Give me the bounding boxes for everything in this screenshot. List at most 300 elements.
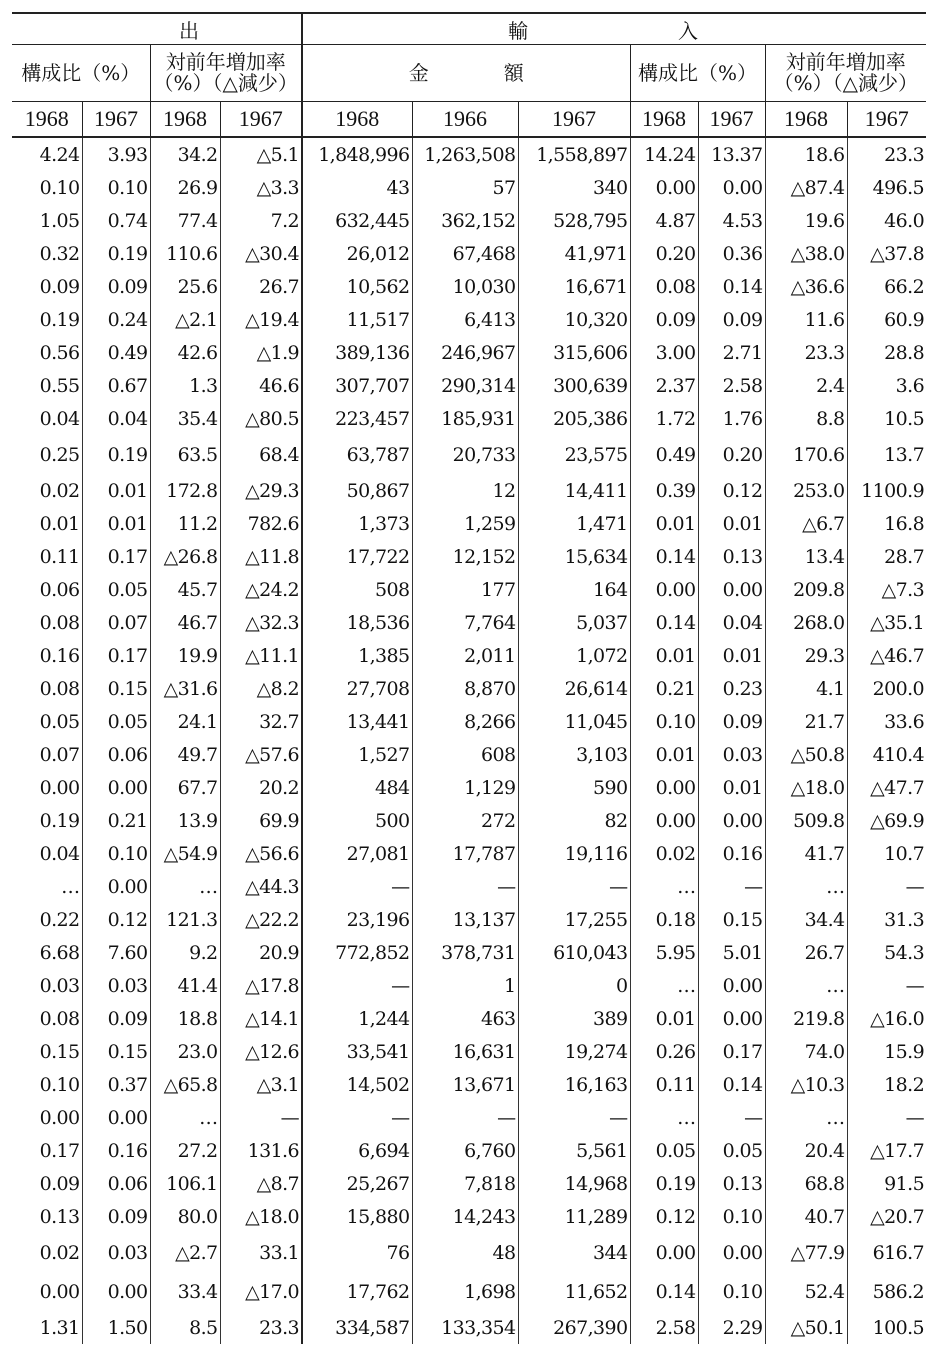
table-cell: 0.20 <box>630 237 698 270</box>
table-cell: — <box>518 870 630 903</box>
table-cell: 0.13 <box>39 1205 80 1228</box>
table-cell: △17.8 <box>220 969 302 1002</box>
table-cell: 0.04 <box>39 842 80 865</box>
table-cell: 0.05 <box>39 710 80 733</box>
table-cell: 27,708 <box>302 672 412 705</box>
table-cell: 0.01 <box>698 771 765 804</box>
table-cell: 0.56 <box>39 341 80 364</box>
table-cell: 10.5 <box>847 402 926 435</box>
table-cell: 0.06 <box>82 1167 150 1200</box>
table-cell: 0.00 <box>39 776 80 799</box>
table-row <box>12 336 926 369</box>
table-cell: 28.7 <box>847 540 926 573</box>
table-cell: 205,386 <box>518 402 630 435</box>
table-cell: … <box>61 875 80 898</box>
table-cell: — <box>847 969 926 1002</box>
table-cell: 0.02 <box>39 479 80 502</box>
table-cell: 528,795 <box>518 204 630 237</box>
table-cell: 608 <box>412 738 518 771</box>
table-cell: △50.1 <box>765 1311 847 1344</box>
table-cell: 42.6 <box>150 336 220 369</box>
table-cell: 77.4 <box>150 204 220 237</box>
table-cell: 31.3 <box>847 903 926 936</box>
table-cell: △7.3 <box>847 573 926 606</box>
table-cell: 0.11 <box>630 1068 698 1101</box>
table-cell: 0.15 <box>82 1035 150 1068</box>
export-group-header <box>12 13 302 45</box>
table-cell: 267,390 <box>518 1311 630 1344</box>
table-cell: △32.3 <box>220 606 302 639</box>
table-cell: 33.6 <box>847 705 926 738</box>
table-cell: 1,698 <box>412 1272 518 1311</box>
table-cell: 0.12 <box>82 903 150 936</box>
table-cell: 40.7 <box>765 1200 847 1233</box>
table-cell: △12.6 <box>220 1035 302 1068</box>
table-cell: 300,639 <box>518 369 630 402</box>
table-cell: 20.4 <box>765 1134 847 1167</box>
table-cell: 10.7 <box>847 837 926 870</box>
table-cell: 164 <box>518 573 630 606</box>
table-cell: △22.2 <box>220 903 302 936</box>
table-row <box>12 402 926 435</box>
table-cell: 16.8 <box>847 507 926 540</box>
table-cell: 23.3 <box>765 336 847 369</box>
table-cell: 14,968 <box>518 1167 630 1200</box>
table-cell: … <box>765 969 847 1002</box>
table-cell: 4.24 <box>39 143 80 166</box>
import-amount-header <box>302 45 630 102</box>
table-cell: 15,880 <box>302 1200 412 1233</box>
export-yoy-line1: 対前年増加率 <box>165 50 286 74</box>
table-cell: 1,558,897 <box>518 137 630 171</box>
table-cell: 26.7 <box>220 270 302 303</box>
table-cell: 0.26 <box>630 1035 698 1068</box>
table-cell: 0.36 <box>698 237 765 270</box>
table-cell: 82 <box>518 804 630 837</box>
table-header <box>12 13 926 137</box>
table-cell: 0.03 <box>698 738 765 771</box>
table-cell: 463 <box>412 1002 518 1035</box>
table-cell: 0.03 <box>39 974 80 997</box>
table-cell: 0.06 <box>82 738 150 771</box>
table-cell: 23,196 <box>302 903 412 936</box>
table-cell: 0.07 <box>82 606 150 639</box>
table-cell: 0.14 <box>630 1272 698 1311</box>
table-row <box>12 270 926 303</box>
table-cell: 12,152 <box>412 540 518 573</box>
table-cell: 209.8 <box>765 573 847 606</box>
year-header: 1968 <box>150 102 220 138</box>
trade-statistics-table <box>12 12 926 1344</box>
table-cell: 20.9 <box>220 936 302 969</box>
table-cell: △56.6 <box>220 837 302 870</box>
table-cell: 5.01 <box>698 936 765 969</box>
table-cell: 0.49 <box>82 336 150 369</box>
table-cell: 0.00 <box>39 1280 80 1303</box>
table-cell: △44.3 <box>220 870 302 903</box>
year-header: 1968 <box>630 102 698 138</box>
table-cell: 2,011 <box>412 639 518 672</box>
table-cell: 0 <box>518 969 630 1002</box>
table-cell: 20.2 <box>220 771 302 804</box>
table-cell: 5,561 <box>518 1134 630 1167</box>
table-cell: 0.08 <box>39 677 80 700</box>
table-cell: 32.7 <box>220 705 302 738</box>
import-group-label-left: 輸 <box>508 18 528 43</box>
import-group-label-right: 入 <box>678 18 698 43</box>
table-cell: △35.1 <box>847 606 926 639</box>
table-cell: 0.15 <box>82 672 150 705</box>
table-cell: 11,289 <box>518 1200 630 1233</box>
table-cell: 76 <box>302 1233 412 1272</box>
table-cell: 0.02 <box>630 837 698 870</box>
table-cell: 33,541 <box>302 1035 412 1068</box>
table-cell: 1,072 <box>518 639 630 672</box>
table-cell: 0.02 <box>39 1241 80 1264</box>
table-cell: 15,634 <box>518 540 630 573</box>
table-cell: 17,787 <box>412 837 518 870</box>
table-cell: 0.67 <box>82 369 150 402</box>
table-row <box>12 738 926 771</box>
table-cell: 54.3 <box>847 936 926 969</box>
table-cell: 200.0 <box>847 672 926 705</box>
table-row <box>12 1035 926 1068</box>
table-cell: 63,787 <box>302 435 412 474</box>
table-row <box>12 837 926 870</box>
table-cell: 0.19 <box>39 308 80 331</box>
table-cell: 0.00 <box>82 870 150 903</box>
table-cell: 0.10 <box>39 1073 80 1096</box>
table-cell: 0.13 <box>698 1167 765 1200</box>
table-cell: — <box>698 870 765 903</box>
table-cell: … <box>630 870 698 903</box>
table-cell: 2.4 <box>765 369 847 402</box>
table-cell: 0.01 <box>82 474 150 507</box>
table-cell: 0.10 <box>82 837 150 870</box>
table-cell: 19.6 <box>765 204 847 237</box>
table-cell: 133,354 <box>412 1311 518 1344</box>
table-cell: — <box>698 1101 765 1134</box>
table-cell: 0.55 <box>39 374 80 397</box>
table-cell: △20.7 <box>847 1200 926 1233</box>
table-cell: — <box>847 870 926 903</box>
table-cell: 223,457 <box>302 402 412 435</box>
table-cell: 0.00 <box>630 771 698 804</box>
table-cell: 590 <box>518 771 630 804</box>
table-cell: 1,471 <box>518 507 630 540</box>
table-cell: 63.5 <box>150 435 220 474</box>
table-cell: 0.21 <box>630 672 698 705</box>
table-cell: 0.10 <box>630 705 698 738</box>
table-cell: 0.00 <box>630 573 698 606</box>
table-cell: 13.9 <box>150 804 220 837</box>
table-cell: 57 <box>412 171 518 204</box>
table-cell: 253.0 <box>765 474 847 507</box>
table-cell: 33.4 <box>150 1272 220 1311</box>
table-cell: 1.76 <box>698 402 765 435</box>
table-cell: 1.50 <box>82 1311 150 1344</box>
table-cell: 0.09 <box>630 303 698 336</box>
table-cell: — <box>220 1101 302 1134</box>
table-cell: 1,373 <box>302 507 412 540</box>
table-cell: 6,694 <box>302 1134 412 1167</box>
table-cell: △36.6 <box>765 270 847 303</box>
import-group-header <box>302 13 926 45</box>
year-header: 1966 <box>412 102 518 138</box>
table-row <box>12 936 926 969</box>
table-cell: 0.18 <box>630 903 698 936</box>
table-cell: … <box>150 1101 220 1134</box>
table-cell: 26.7 <box>765 936 847 969</box>
table-cell: 0.10 <box>698 1200 765 1233</box>
table-cell: 0.01 <box>630 738 698 771</box>
table-cell: 0.24 <box>82 303 150 336</box>
table-cell: 13,137 <box>412 903 518 936</box>
table-cell: 0.49 <box>630 435 698 474</box>
table-row <box>12 1101 926 1134</box>
table-cell: 0.00 <box>82 1272 150 1311</box>
table-cell: … <box>765 870 847 903</box>
table-cell: 2.37 <box>630 369 698 402</box>
table-cell: 1.3 <box>150 369 220 402</box>
table-cell: 0.74 <box>82 204 150 237</box>
table-cell: 0.00 <box>630 804 698 837</box>
export-group-label: 出 <box>179 18 201 43</box>
table-cell: 10,320 <box>518 303 630 336</box>
table-cell: 24.1 <box>150 705 220 738</box>
table-cell: 0.00 <box>39 1106 80 1129</box>
table-cell: 0.19 <box>82 435 150 474</box>
table-row <box>12 804 926 837</box>
table-cell: 0.08 <box>39 1007 80 1030</box>
table-cell: … <box>630 1101 698 1134</box>
table-cell: △46.7 <box>847 639 926 672</box>
table-cell: 34.4 <box>765 903 847 936</box>
table-cell: 290,314 <box>412 369 518 402</box>
table-cell: △17.7 <box>847 1134 926 1167</box>
table-cell: 378,731 <box>412 936 518 969</box>
table-cell: 307,707 <box>302 369 412 402</box>
table-row <box>12 573 926 606</box>
table-cell: 29.3 <box>765 639 847 672</box>
table-cell: 1,244 <box>302 1002 412 1035</box>
table-row <box>12 369 926 402</box>
table-cell: 0.09 <box>698 705 765 738</box>
table-cell: 27.2 <box>150 1134 220 1167</box>
table-cell: 46.6 <box>220 369 302 402</box>
table-cell: 0.01 <box>630 639 698 672</box>
table-cell: 106.1 <box>150 1167 220 1200</box>
table-cell: 17,255 <box>518 903 630 936</box>
table-cell: 1.05 <box>39 209 80 232</box>
table-row <box>12 639 926 672</box>
table-cell: 0.19 <box>82 237 150 270</box>
table-cell: △80.5 <box>220 402 302 435</box>
table-cell: 0.04 <box>82 402 150 435</box>
table-cell: 0.37 <box>82 1068 150 1101</box>
table-cell: 0.19 <box>630 1167 698 1200</box>
table-cell: 0.00 <box>698 1002 765 1035</box>
table-cell: 15.9 <box>847 1035 926 1068</box>
table-cell: 0.05 <box>82 573 150 606</box>
table-cell: 610,043 <box>518 936 630 969</box>
table-cell: 14,411 <box>518 474 630 507</box>
table-cell: 0.07 <box>39 743 80 766</box>
table-cell: △6.7 <box>765 507 847 540</box>
table-row <box>12 507 926 540</box>
table-row <box>12 474 926 507</box>
table-cell: 131.6 <box>220 1134 302 1167</box>
table-cell: △54.9 <box>150 837 220 870</box>
table-cell: 26,012 <box>302 237 412 270</box>
table-cell: 3.93 <box>82 137 150 171</box>
table-cell: △11.8 <box>220 540 302 573</box>
table-cell: 13,671 <box>412 1068 518 1101</box>
table-cell: 9.2 <box>150 936 220 969</box>
table-cell: 7,764 <box>412 606 518 639</box>
table-cell: △69.9 <box>847 804 926 837</box>
table-cell: △18.0 <box>765 771 847 804</box>
table-row <box>12 204 926 237</box>
table-cell: 19.9 <box>150 639 220 672</box>
table-cell: 0.04 <box>39 407 80 430</box>
table-cell: 26,614 <box>518 672 630 705</box>
table-cell: 3,103 <box>518 738 630 771</box>
table-row <box>12 1134 926 1167</box>
table-cell: 50,867 <box>302 474 412 507</box>
table-cell: 246,967 <box>412 336 518 369</box>
statistics-table-page <box>12 12 926 1344</box>
table-cell: 0.09 <box>82 270 150 303</box>
table-cell: 16,671 <box>518 270 630 303</box>
table-cell: 13,441 <box>302 705 412 738</box>
table-cell: 0.25 <box>39 443 80 466</box>
table-cell: 23.3 <box>220 1311 302 1344</box>
table-cell: 0.08 <box>39 611 80 634</box>
table-cell: 4.53 <box>698 204 765 237</box>
table-cell: 52.4 <box>765 1272 847 1311</box>
table-cell: 2.58 <box>698 369 765 402</box>
table-cell: 11.2 <box>150 507 220 540</box>
table-cell: 0.17 <box>39 1139 80 1162</box>
table-cell: 19,116 <box>518 837 630 870</box>
table-cell: 0.00 <box>630 1233 698 1272</box>
table-cell: — <box>302 870 412 903</box>
table-cell: 1,129 <box>412 771 518 804</box>
table-cell: △18.0 <box>220 1200 302 1233</box>
table-cell: 46.0 <box>847 204 926 237</box>
year-header: 1967 <box>847 102 926 138</box>
table-row <box>12 237 926 270</box>
table-cell: △19.4 <box>220 303 302 336</box>
table-cell: △47.7 <box>847 771 926 804</box>
table-cell: △3.3 <box>220 171 302 204</box>
table-row <box>12 969 926 1002</box>
table-cell: 2.29 <box>698 1311 765 1344</box>
table-cell: 0.00 <box>698 171 765 204</box>
table-cell: △2.7 <box>150 1233 220 1272</box>
table-cell: 3.6 <box>847 369 926 402</box>
year-header: 1967 <box>220 102 302 138</box>
table-cell: 14,502 <box>302 1068 412 1101</box>
table-cell: 26.9 <box>150 171 220 204</box>
table-cell: 67.7 <box>150 771 220 804</box>
table-cell: △29.3 <box>220 474 302 507</box>
table-cell: 100.5 <box>847 1311 926 1344</box>
table-cell: 0.15 <box>698 903 765 936</box>
table-cell: 389 <box>518 1002 630 1035</box>
year-header: 1968 <box>302 102 412 138</box>
table-cell: 340 <box>518 171 630 204</box>
table-row <box>12 870 926 903</box>
table-cell: 0.22 <box>39 908 80 931</box>
table-cell: 0.01 <box>698 639 765 672</box>
table-cell: 8,870 <box>412 672 518 705</box>
table-cell: 5,037 <box>518 606 630 639</box>
table-cell: 2.71 <box>698 336 765 369</box>
table-cell: 0.16 <box>39 644 80 667</box>
table-cell: 2.58 <box>630 1311 698 1344</box>
table-cell: 315,606 <box>518 336 630 369</box>
table-cell: 0.15 <box>39 1040 80 1063</box>
table-cell: 0.09 <box>698 303 765 336</box>
table-cell: 0.19 <box>39 809 80 832</box>
table-cell: … <box>150 870 220 903</box>
table-cell: 272 <box>412 804 518 837</box>
table-row <box>12 1272 926 1311</box>
table-cell: △8.2 <box>220 672 302 705</box>
table-row <box>12 705 926 738</box>
table-cell: 1.72 <box>630 402 698 435</box>
table-cell: 410.4 <box>847 738 926 771</box>
table-cell: 0.00 <box>698 804 765 837</box>
table-cell: △57.6 <box>220 738 302 771</box>
table-cell: 0.16 <box>698 837 765 870</box>
table-cell: △5.1 <box>220 137 302 171</box>
table-cell: △30.4 <box>220 237 302 270</box>
table-cell: △87.4 <box>765 171 847 204</box>
table-cell: 17,762 <box>302 1272 412 1311</box>
table-cell: 0.12 <box>698 474 765 507</box>
table-cell: — <box>302 1101 412 1134</box>
table-row <box>12 1311 926 1344</box>
table-cell: 0.05 <box>630 1134 698 1167</box>
table-cell: 21.7 <box>765 705 847 738</box>
table-cell: 0.03 <box>82 1233 150 1272</box>
table-cell: 41.4 <box>150 969 220 1002</box>
table-cell: △11.1 <box>220 639 302 672</box>
year-header: 1967 <box>82 102 150 138</box>
table-cell: 16,163 <box>518 1068 630 1101</box>
table-row <box>12 1002 926 1035</box>
table-body <box>12 137 926 1344</box>
table-cell: 46.7 <box>150 606 220 639</box>
table-cell: 13.4 <box>765 540 847 573</box>
table-cell: 0.14 <box>698 270 765 303</box>
table-cell: 49.7 <box>150 738 220 771</box>
table-cell: 0.00 <box>698 969 765 1002</box>
table-cell: 27,081 <box>302 837 412 870</box>
table-cell: 772,852 <box>302 936 412 969</box>
table-cell: 0.17 <box>698 1035 765 1068</box>
table-cell: 185,931 <box>412 402 518 435</box>
table-cell: 0.08 <box>630 270 698 303</box>
table-cell: 0.09 <box>82 1002 150 1035</box>
table-cell: 41,971 <box>518 237 630 270</box>
table-cell: 48 <box>412 1233 518 1272</box>
import-yoy-line1: 対前年増加率 <box>785 50 906 74</box>
table-cell: 0.17 <box>82 540 150 573</box>
